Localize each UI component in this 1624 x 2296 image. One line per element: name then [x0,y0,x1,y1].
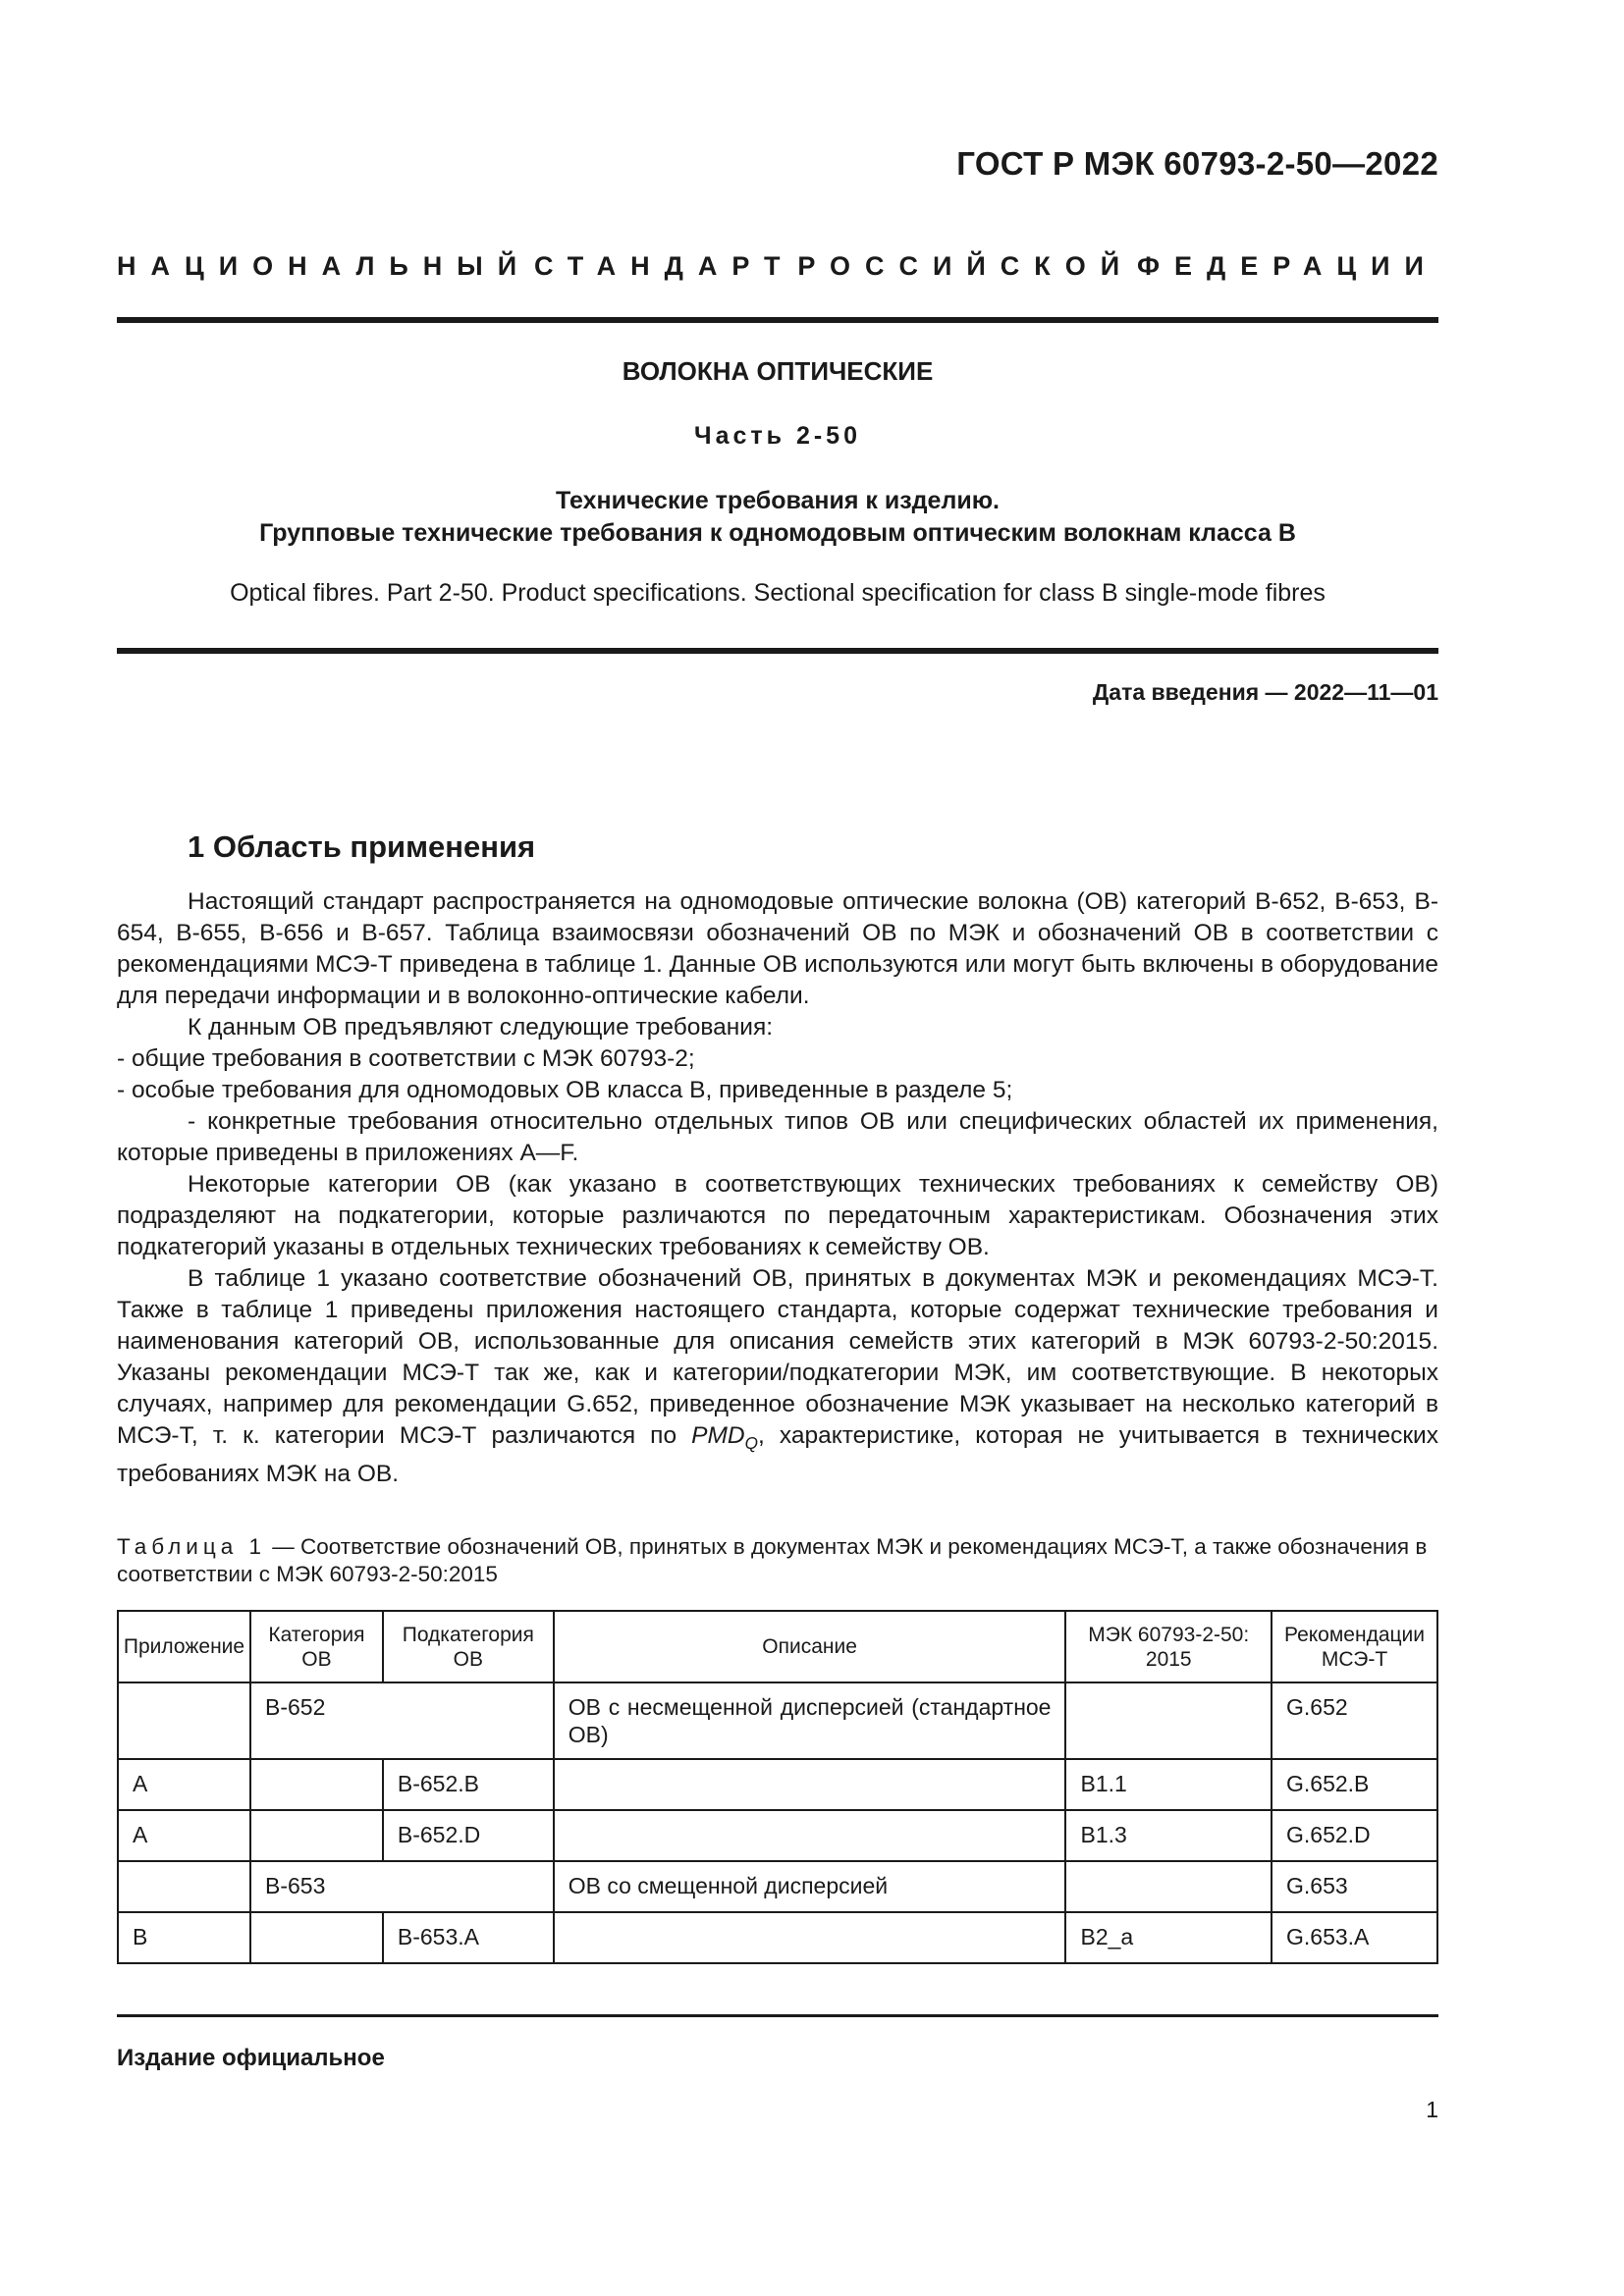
cell-subcategory: B-652.D [383,1810,554,1861]
cell-subcategory: B-653.A [383,1912,554,1963]
table-caption-text: — Соответствие обозначений ОВ, принятых в документах МЭК и рекомендациях МСЭ-Т, а также обозначения в соответствии с МЭК 60793-2-50:2015 [117,1534,1428,1586]
cell-iec [1065,1861,1272,1912]
cell-appendix: А [118,1759,250,1810]
section-body [117,886,1438,1490]
cell-category [250,1810,383,1861]
list-item: - общие требования в соответствии с МЭК 60793-2; [117,1045,695,1072]
cell-itu: G.652.B [1272,1759,1437,1810]
english-title: Optical fibres. Part 2-50. Product specifications. Sectional specification for class B single-mode fibres [230,579,1326,607]
section-heading: 1 Область применения [188,829,536,864]
official-edition-label: Издание официальное [117,2045,385,2071]
cell-subcategory: B-652.B [383,1759,554,1810]
document-number: ГОСТ Р МЭК 60793-2-50—2022 [956,145,1438,182]
cell-iec: B1.1 [1065,1759,1272,1810]
cell-category [250,1912,383,1963]
cell-description: ОВ со смещенной дисперсией [554,1861,1066,1912]
table-row [118,1682,1437,1759]
paragraph: К данным ОВ предъявляют следующие требования: [188,1014,774,1041]
table-row [118,1912,1437,1963]
table-row [118,1861,1437,1912]
header-category: Категория ОВ [250,1611,383,1682]
document-subtitle [117,485,1438,550]
header-iec: МЭК 60793-2-50: 2015 [1065,1611,1272,1682]
cell-category [250,1759,383,1810]
table-row [118,1759,1437,1810]
divider [117,317,1438,323]
document-part: Часть 2-50 [694,422,861,450]
cell-appendix [118,1861,250,1912]
specification-table [117,1610,1438,1964]
paragraph: Некоторые категории ОВ (как указано в соответствующих технических требованиях к семейству ОВ) подразделяют на подкатегории, которые различаются по передаточным характеристикам. Обозначения этих подкатегорий указаны в отдельных технических требованиях к семейству ОВ. [117,1171,1438,1260]
cell-iec: B2_a [1065,1912,1272,1963]
national-standard-banner [117,251,1438,282]
cell-iec: B1.3 [1065,1810,1272,1861]
banner-word: НАЦИОНАЛЬНЫЙ [117,251,532,281]
cell-description [554,1912,1066,1963]
list-item: - конкретные требования относительно отдельных типов ОВ или специфических областей их применения, которые приведены в приложениях А—F. [117,1108,1438,1166]
banner-word: СТАНДАРТ [533,251,795,281]
table-row [118,1810,1437,1861]
page-number: 1 [1426,2097,1438,2122]
cell-description [554,1810,1066,1861]
table-header-row [118,1611,1437,1682]
header-appendix: Приложение [118,1611,250,1682]
paragraph-text: , характеристике, которая не учитывается в технических требованиях МЭК на ОВ. [117,1422,1438,1487]
paragraph-text: В таблице 1 указано соответствие обозначений ОВ, принятых в документах МЭК и рекомендациях МСЭ-Т. Также в таблице 1 приведены приложения настоящего стандарта, которые содержат технические требования и наименования категорий ОВ, использованные для описания семейств этих категорий в МЭК 60793-2-50:2015. Указаны рекомендации МСЭ-Т так же, как и категории/подкатегории МЭК, им соответствующие. В некоторых случаях, например для рекомендации G.652, приведенное обозначение МЭК указывает на несколько категорий в МСЭ-Т, т. к. категории МСЭ-Т различаются по [117,1265,1438,1449]
subtitle-line: Групповые технические требования к одномодовым оптическим волокнам класса B [259,519,1296,547]
cell-description [554,1759,1066,1810]
cell-iec [1065,1682,1272,1759]
banner-word: ФЕДЕРАЦИИ [1137,251,1438,281]
header-subcategory: Подкатегория ОВ [383,1611,554,1682]
pmd-text: PMD [691,1422,745,1449]
cell-appendix [118,1682,250,1759]
cell-category: B-653 [250,1861,554,1912]
cell-itu: G.652.D [1272,1810,1437,1861]
paragraph: Настоящий стандарт распространяется на одномодовые оптические волокна (ОВ) категорий B-652, B-653, B-654, B-655, B-656 и B-657. Таблица взаимосвязи обозначений ОВ по МЭК и обозначений ОВ в соответствии с рекомендациями МСЭ-Т приведена в таблице 1. Данные ОВ используются или могут быть включены в оборудование для передачи информации и в волоконно-оптические кабели. [117,888,1438,1009]
introduction-date: Дата введения — 2022—11—01 [1092,679,1438,705]
footer-divider [117,2014,1438,2017]
banner-word: РОССИЙСКОЙ [797,251,1135,281]
table-caption [117,1533,1438,1588]
pmd-subscript: Q [744,1432,758,1453]
pmd-term [691,1422,758,1453]
document-page [117,0,1438,2296]
header-itu: Рекомендации МСЭ-Т [1272,1611,1437,1682]
cell-itu: G.653 [1272,1861,1437,1912]
paragraph [117,1263,1438,1490]
header-description: Описание [554,1611,1066,1682]
cell-appendix: А [118,1810,250,1861]
cell-itu: G.652 [1272,1682,1437,1759]
document-title: ВОЛОКНА ОПТИЧЕСКИЕ [622,356,934,386]
divider [117,648,1438,654]
list-item: - особые требования для одномодовых ОВ класса B, приведенные в разделе 5; [117,1077,1013,1103]
cell-category: B-652 [250,1682,554,1759]
table-caption-label: Таблица 1 [117,1534,266,1559]
cell-description: ОВ с несмещенной дисперсией (стандартное ОВ) [554,1682,1066,1759]
cell-appendix: B [118,1912,250,1963]
subtitle-line: Технические требования к изделию. [555,487,1000,514]
cell-itu: G.653.A [1272,1912,1437,1963]
